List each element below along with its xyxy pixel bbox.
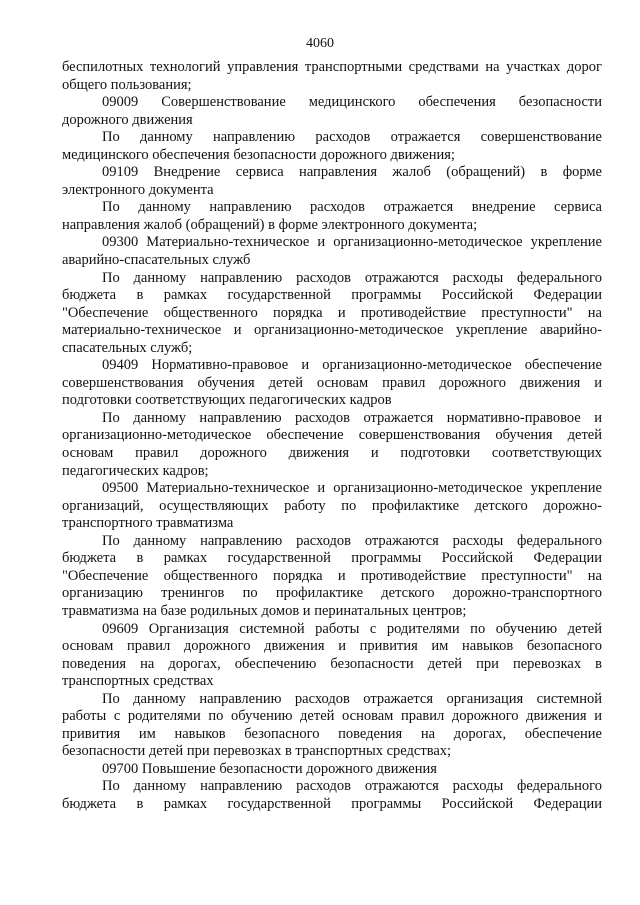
- text-line: поведения на дорогах, обеспечению безопасности детей при перевозках в: [62, 655, 602, 672]
- text-line: 09009 Совершенствование медицинского обеспечения безопасности: [102, 94, 602, 111]
- text-line: По данному направлению расходов отражается нормативно-правовое и: [102, 409, 602, 426]
- text-line: направления жалоб (обращений) в форме электронного документа;: [62, 216, 478, 233]
- text-line: По данному направлению расходов отражается организация системной: [102, 690, 602, 707]
- text-line: бюджета в рамках государственной программы Российской Федерации: [62, 795, 602, 812]
- text-line: организационно-методическое обеспечение совершенствования обучения детей: [62, 427, 602, 444]
- page-number: 4060: [306, 36, 334, 51]
- text-line: привития им навыков безопасного поведения на дорогах, обеспечение: [62, 725, 602, 742]
- text-line: организацию тренингов по профилактике детского дорожно-транспортного: [62, 585, 602, 602]
- text-line: По данному направлению расходов отражаются расходы федерального: [102, 269, 602, 286]
- text-line: педагогических кадров;: [62, 462, 209, 479]
- text-line: транспортного травматизма: [62, 515, 234, 532]
- text-line: 09500 Материально-техническое и организационно-методическое укрепление: [102, 480, 602, 497]
- text-line: подготовки соответствующих педагогических кадров: [62, 392, 392, 409]
- text-line: организаций, осуществляющих работу по профилактике детского дорожно-: [62, 497, 602, 514]
- text-line: 09109 Внедрение сервиса направления жалоб (обращений) в форме: [102, 164, 602, 181]
- text-line: спасательных служб;: [62, 339, 193, 356]
- text-line: "Обеспечение общественного порядка и противодействие преступности" на: [62, 567, 602, 584]
- text-line: 09409 Нормативно-правовое и организационно-методическое обеспечение: [102, 357, 602, 374]
- text-line: электронного документа: [62, 181, 214, 198]
- text-line: дорожного движения: [62, 111, 193, 128]
- text-line: безопасности детей при перевозках в транспортных средствах;: [62, 743, 452, 760]
- text-line: 09700 Повышение безопасности дорожного движения: [102, 760, 437, 777]
- text-line: основам правил дорожного движения и подготовки соответствующих: [62, 445, 602, 462]
- text-line: По данному направлению расходов отражается внедрение сервиса: [102, 199, 602, 216]
- text-line: транспортных средствах: [62, 673, 214, 690]
- text-line: По данному направлению расходов отражаются расходы федерального: [102, 532, 602, 549]
- text-line: бюджета в рамках государственной программы Российской Федерации: [62, 287, 602, 304]
- text-line: 09300 Материально-техническое и организационно-методическое укрепление: [102, 234, 602, 251]
- text-line: По данному направлению расходов отражаются расходы федерального: [102, 778, 602, 795]
- text-line: аварийно-спасательных служб: [62, 252, 251, 269]
- text-line: общего пользования;: [62, 76, 192, 93]
- text-line: 09609 Организация системной работы с родителями по обучению детей: [102, 620, 602, 637]
- text-line: основам правил дорожного движения и привития им навыков безопасного: [62, 638, 602, 655]
- text-line: По данному направлению расходов отражается совершенствование: [102, 129, 602, 146]
- document-body: [62, 59, 602, 814]
- text-line: бюджета в рамках государственной программы Российской Федерации: [62, 550, 602, 567]
- text-line: материально-техническое и организационно-методическое укрепление аварийно-: [62, 322, 602, 339]
- text-line: беспилотных технологий управления транспортными средствами на участках дорог: [62, 59, 602, 75]
- text-line: "Обеспечение общественного порядка и противодействие преступности" на: [62, 304, 602, 321]
- text-line: совершенствования обучения детей основам правил дорожного движения и: [62, 374, 602, 391]
- text-line: работы с родителями по обучению детей основам правил дорожного движения и: [62, 708, 602, 725]
- text-line: травматизма на базе родильных домов и перинатальных центров;: [62, 602, 467, 619]
- text-line: медицинского обеспечения безопасности дорожного движения;: [62, 146, 455, 163]
